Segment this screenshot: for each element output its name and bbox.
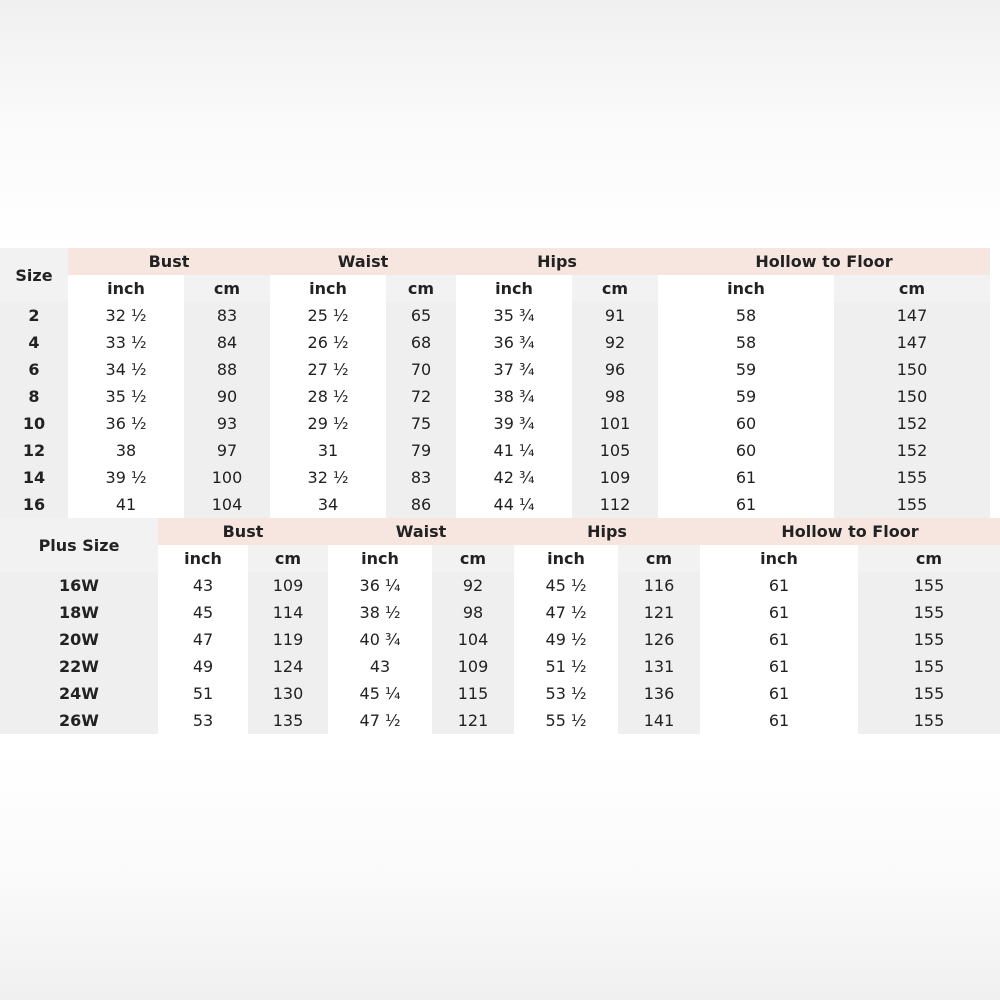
measurement-cell: 98 [432, 599, 514, 626]
measurement-cell: 124 [248, 653, 328, 680]
measurement-cell: 75 [386, 410, 456, 437]
size-label-cell: 18W [0, 599, 158, 626]
measurement-cell: 55 ½ [514, 707, 618, 734]
plus-size-column-header: Plus Size [0, 518, 158, 572]
measurement-cell: 28 ½ [270, 383, 386, 410]
measurement-cell: 34 [270, 491, 386, 518]
unit-header: cm [618, 545, 700, 572]
size-row [0, 653, 1000, 680]
size-row [0, 599, 1000, 626]
size-label-cell: 14 [0, 464, 68, 491]
measurement-cell: 114 [248, 599, 328, 626]
size-label-cell: 22W [0, 653, 158, 680]
size-row [0, 437, 990, 464]
measurement-cell: 61 [700, 626, 858, 653]
size-label-cell: 12 [0, 437, 68, 464]
measurement-cell: 155 [858, 653, 1000, 680]
measurement-cell: 155 [858, 572, 1000, 599]
measurement-cell: 45 ½ [514, 572, 618, 599]
unit-header: inch [68, 275, 184, 302]
measurement-cell: 121 [618, 599, 700, 626]
measurement-cell: 60 [658, 437, 834, 464]
measurement-cell: 105 [572, 437, 658, 464]
measurement-cell: 155 [858, 680, 1000, 707]
size-label-cell: 8 [0, 383, 68, 410]
measurement-cell: 38 ¾ [456, 383, 572, 410]
measurement-cell: 34 ½ [68, 356, 184, 383]
unit-header: inch [700, 545, 858, 572]
unit-header: inch [328, 545, 432, 572]
unit-header: inch [158, 545, 248, 572]
measurement-cell: 116 [618, 572, 700, 599]
measurement-cell: 155 [858, 626, 1000, 653]
measurement-cell: 27 ½ [270, 356, 386, 383]
measurement-cell: 96 [572, 356, 658, 383]
measurement-cell: 59 [658, 356, 834, 383]
measurement-cell: 72 [386, 383, 456, 410]
measurement-cell: 83 [386, 464, 456, 491]
size-row [0, 329, 990, 356]
size-row [0, 626, 1000, 653]
measurement-cell: 45 ¼ [328, 680, 432, 707]
unit-header: inch [658, 275, 834, 302]
measurement-cell: 41 ¼ [456, 437, 572, 464]
measurement-cell: 35 ½ [68, 383, 184, 410]
measurement-cell: 104 [432, 626, 514, 653]
unit-header: cm [572, 275, 658, 302]
measurement-cell: 104 [184, 491, 270, 518]
hollow-to-floor-group-header: Hollow to Floor [658, 248, 990, 275]
unit-header: cm [184, 275, 270, 302]
measurement-cell: 92 [432, 572, 514, 599]
measurement-cell: 26 ½ [270, 329, 386, 356]
measurement-cell: 47 ½ [328, 707, 432, 734]
measurement-cell: 155 [834, 464, 990, 491]
measurement-cell: 25 ½ [270, 302, 386, 329]
measurement-cell: 47 ½ [514, 599, 618, 626]
size-label-cell: 26W [0, 707, 158, 734]
measurement-cell: 98 [572, 383, 658, 410]
measurement-cell: 36 ½ [68, 410, 184, 437]
measurement-cell: 126 [618, 626, 700, 653]
size-label-cell: 24W [0, 680, 158, 707]
measurement-cell: 119 [248, 626, 328, 653]
measurement-cell: 92 [572, 329, 658, 356]
measurement-cell: 150 [834, 356, 990, 383]
measurement-cell: 88 [184, 356, 270, 383]
measurement-cell: 86 [386, 491, 456, 518]
measurement-cell: 155 [834, 491, 990, 518]
size-label-cell: 2 [0, 302, 68, 329]
measurement-cell: 35 ¾ [456, 302, 572, 329]
unit-header: cm [834, 275, 990, 302]
size-label-cell: 16 [0, 491, 68, 518]
size-row [0, 464, 990, 491]
measurement-cell: 40 ¾ [328, 626, 432, 653]
size-row [0, 572, 1000, 599]
measurement-cell: 83 [184, 302, 270, 329]
size-row [0, 707, 1000, 734]
measurement-cell: 61 [658, 464, 834, 491]
measurement-cell: 61 [700, 599, 858, 626]
size-row [0, 302, 990, 329]
measurement-cell: 47 [158, 626, 248, 653]
measurement-cell: 38 [68, 437, 184, 464]
size-label-cell: 16W [0, 572, 158, 599]
bust-group-header: Bust [68, 248, 270, 275]
size-row [0, 410, 990, 437]
measurement-cell: 84 [184, 329, 270, 356]
measurement-cell: 33 ½ [68, 329, 184, 356]
measurement-cell: 109 [248, 572, 328, 599]
measurement-cell: 58 [658, 302, 834, 329]
measurement-cell: 155 [858, 707, 1000, 734]
measurement-cell: 93 [184, 410, 270, 437]
unit-header: inch [270, 275, 386, 302]
unit-header: cm [858, 545, 1000, 572]
measurement-cell: 61 [658, 491, 834, 518]
measurement-cell: 91 [572, 302, 658, 329]
measurement-cell: 41 [68, 491, 184, 518]
bust-group-header: Bust [158, 518, 328, 545]
unit-header: inch [514, 545, 618, 572]
measurement-cell: 32 ½ [270, 464, 386, 491]
measurement-cell: 131 [618, 653, 700, 680]
measurement-cell: 61 [700, 572, 858, 599]
unit-header: cm [386, 275, 456, 302]
hollow-to-floor-group-header: Hollow to Floor [700, 518, 1000, 545]
size-row [0, 383, 990, 410]
measurement-cell: 37 ¾ [456, 356, 572, 383]
measurement-cell: 136 [618, 680, 700, 707]
measurement-cell: 150 [834, 383, 990, 410]
plus-size-table [0, 518, 1000, 734]
measurement-cell: 43 [158, 572, 248, 599]
measurement-cell: 58 [658, 329, 834, 356]
measurement-cell: 53 [158, 707, 248, 734]
measurement-cell: 115 [432, 680, 514, 707]
measurement-cell: 45 [158, 599, 248, 626]
measurement-cell: 61 [700, 653, 858, 680]
measurement-cell: 90 [184, 383, 270, 410]
measurement-cell: 53 ½ [514, 680, 618, 707]
unit-header: cm [248, 545, 328, 572]
measurement-cell: 101 [572, 410, 658, 437]
measurement-cell: 109 [572, 464, 658, 491]
regular-group-header-row [0, 248, 990, 275]
measurement-cell: 109 [432, 653, 514, 680]
measurement-cell: 60 [658, 410, 834, 437]
regular-unit-header-row [0, 275, 990, 302]
measurement-cell: 39 ½ [68, 464, 184, 491]
size-label-cell: 10 [0, 410, 68, 437]
measurement-cell: 152 [834, 410, 990, 437]
measurement-cell: 97 [184, 437, 270, 464]
size-label-cell: 20W [0, 626, 158, 653]
size-column-header: Size [0, 248, 68, 302]
measurement-cell: 70 [386, 356, 456, 383]
measurement-cell: 59 [658, 383, 834, 410]
measurement-cell: 51 ½ [514, 653, 618, 680]
unit-header: inch [456, 275, 572, 302]
measurement-cell: 51 [158, 680, 248, 707]
measurement-cell: 44 ¼ [456, 491, 572, 518]
size-row [0, 680, 1000, 707]
waist-group-header: Waist [270, 248, 456, 275]
size-label-cell: 4 [0, 329, 68, 356]
measurement-cell: 121 [432, 707, 514, 734]
measurement-cell: 130 [248, 680, 328, 707]
measurement-cell: 135 [248, 707, 328, 734]
measurement-cell: 147 [834, 302, 990, 329]
hips-group-header: Hips [456, 248, 658, 275]
measurement-cell: 141 [618, 707, 700, 734]
measurement-cell: 36 ¾ [456, 329, 572, 356]
measurement-cell: 43 [328, 653, 432, 680]
plus-group-header-row [0, 518, 1000, 545]
size-row [0, 491, 990, 518]
waist-group-header: Waist [328, 518, 514, 545]
measurement-cell: 155 [858, 599, 1000, 626]
measurement-cell: 49 ½ [514, 626, 618, 653]
measurement-cell: 61 [700, 680, 858, 707]
measurement-cell: 112 [572, 491, 658, 518]
measurement-cell: 147 [834, 329, 990, 356]
measurement-cell: 38 ½ [328, 599, 432, 626]
measurement-cell: 39 ¾ [456, 410, 572, 437]
measurement-cell: 29 ½ [270, 410, 386, 437]
measurement-cell: 42 ¾ [456, 464, 572, 491]
measurement-cell: 65 [386, 302, 456, 329]
measurement-cell: 100 [184, 464, 270, 491]
measurement-cell: 36 ¼ [328, 572, 432, 599]
hips-group-header: Hips [514, 518, 700, 545]
measurement-cell: 49 [158, 653, 248, 680]
measurement-cell: 79 [386, 437, 456, 464]
measurement-cell: 68 [386, 329, 456, 356]
regular-size-table [0, 248, 990, 518]
measurement-cell: 32 ½ [68, 302, 184, 329]
measurement-cell: 61 [700, 707, 858, 734]
measurement-cell: 31 [270, 437, 386, 464]
unit-header: cm [432, 545, 514, 572]
measurement-cell: 152 [834, 437, 990, 464]
size-row [0, 356, 990, 383]
size-label-cell: 6 [0, 356, 68, 383]
